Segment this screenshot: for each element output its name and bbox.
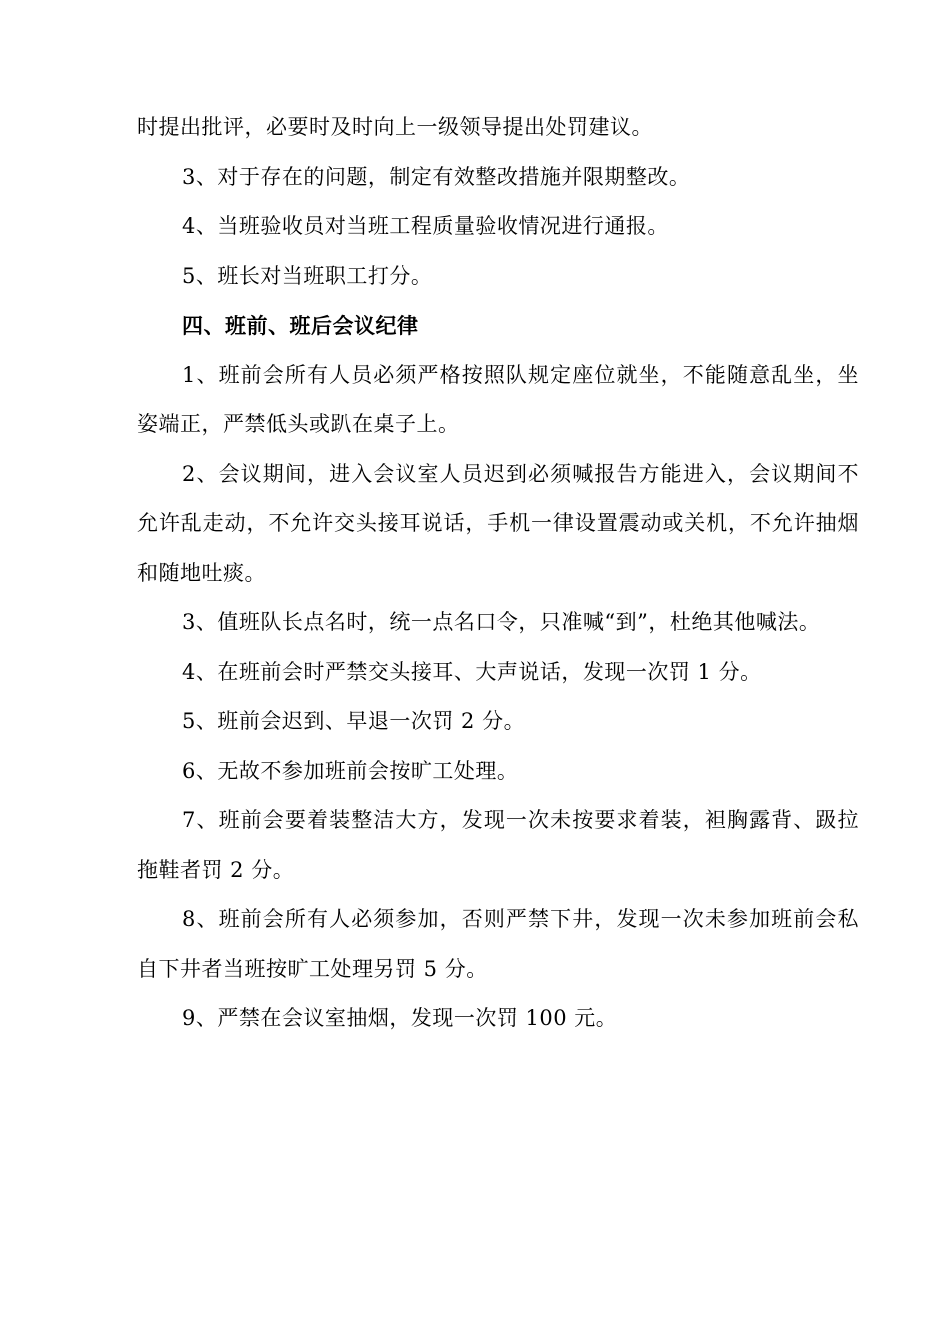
section-heading-4: 四、班前、班后会议纪律 [182, 313, 419, 338]
rule-item-7: 7、班前会要着装整洁大方，发现一次未按要求着装，袒胸露背、趿拉拖鞋者罚 2 分。 [137, 808, 859, 882]
rule-item-1: 1、班前会所有人员必须严格按照队规定座位就坐，不能随意乱坐，坐姿端正，严禁低头或趴在桌子上。 [137, 362, 859, 436]
paragraph-item-5: 5、班长对当班职工打分。 [182, 263, 433, 288]
rule-item-5: 5、班前会迟到、早退一次罚 2 分。 [182, 709, 526, 733]
rule-item-9: 9、严禁在会议室抽烟，发现一次罚 100 元。 [182, 1006, 618, 1030]
rule-item-2: 2、会议期间，进入会议室人员迟到必须喊报告方能进入，会议期间不允许乱走动，不允许交头接耳说话，手机一律设置震动或关机，不允许抽烟和随地吐痰。 [137, 461, 859, 585]
paragraph-item-3: 3、对于存在的问题，制定有效整改措施并限期整改。 [182, 164, 691, 189]
paragraph-continuation: 时提出批评，必要时及时向上一级领导提出处罚建议。 [137, 115, 653, 139]
rule-item-3: 3、值班队长点名时，统一点名口令，只准喊“到”，杜绝其他喊法。 [182, 610, 821, 634]
rule-item-4: 4、在班前会时严禁交头接耳、大声说话，发现一次罚 1 分。 [182, 659, 762, 684]
rule-item-6: 6、无故不参加班前会按旷工处理。 [182, 758, 519, 783]
paragraph-item-4: 4、当班验收员对当班工程质量验收情况进行通报。 [182, 214, 669, 238]
rule-item-8: 8、班前会所有人必须参加，否则严禁下井，发现一次未参加班前会私自下井者当班按旷工处理另罚 5 分。 [137, 907, 859, 981]
document-body [137, 103, 859, 1044]
